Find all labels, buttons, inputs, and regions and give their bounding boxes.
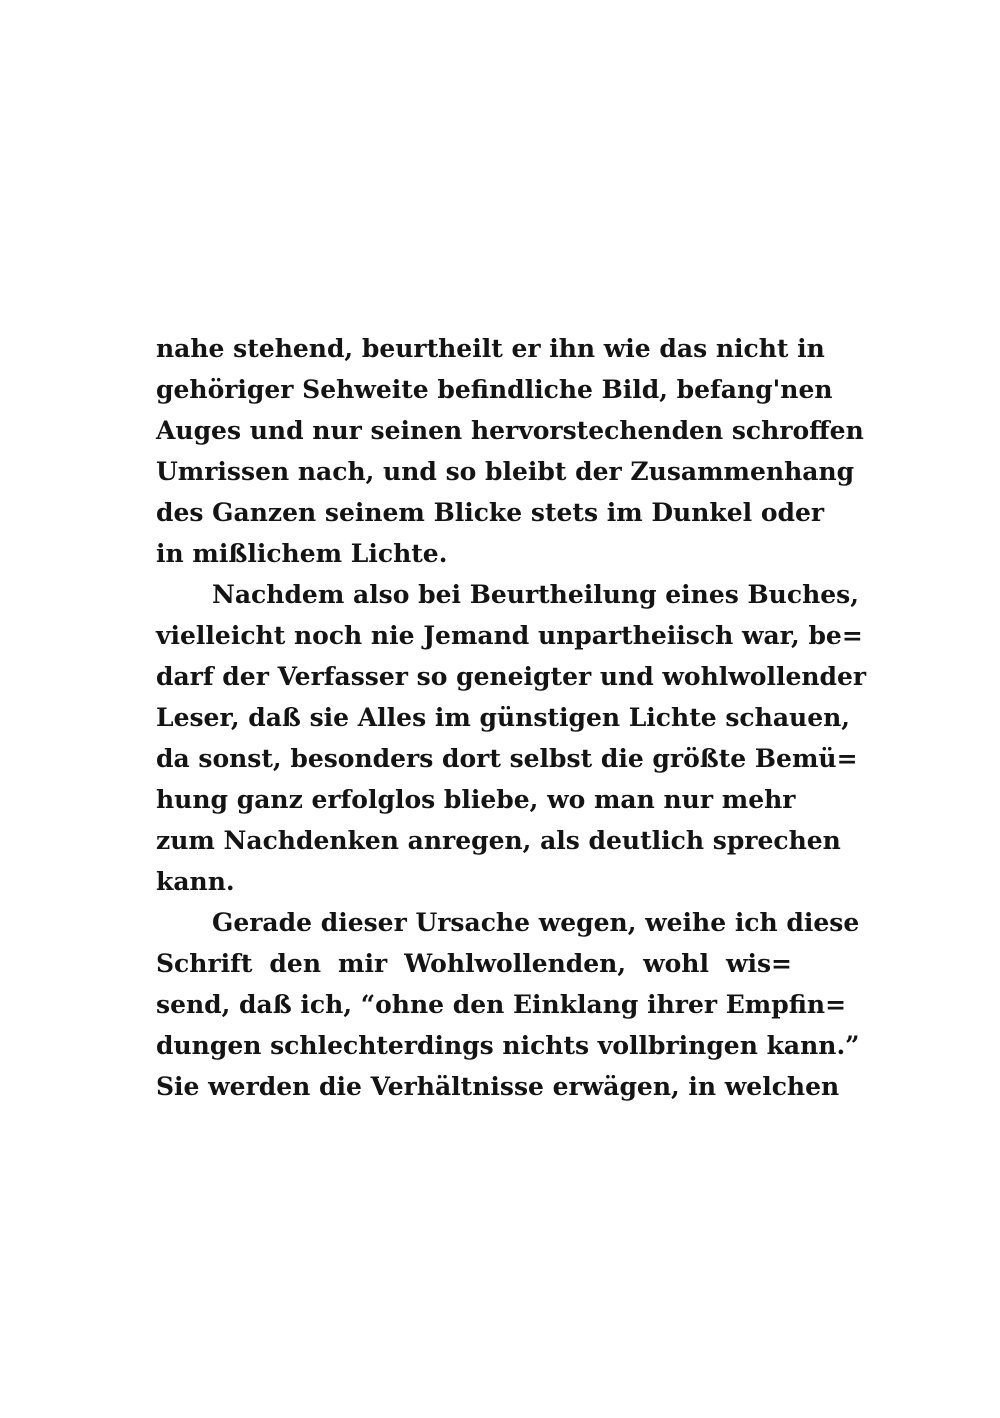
text-line: kann. xyxy=(156,867,235,896)
text-line: hung ganz erfolglos bliebe, wo man nur mehr xyxy=(156,785,796,814)
text-line: zum Nachdenken anregen, als deutlich sprechen xyxy=(156,826,841,855)
text-line: Leser, daß sie Alles im günstigen Lichte schauen, xyxy=(156,703,850,732)
text-line: nahe stehend, beurtheilt er ihn wie das nicht in xyxy=(156,334,825,363)
text-line: Auges und nur seinen hervorstechenden schroffen xyxy=(156,416,864,445)
text-line: vielleicht noch nie Jemand unpartheiisch war, be= xyxy=(156,621,863,650)
body-text xyxy=(156,328,867,1107)
text-line: da sonst, besonders dort selbst die größte Bemü= xyxy=(156,744,858,773)
text-line: Schrift den mir Wohlwollenden, wohl wis= xyxy=(156,949,792,978)
text-line: Nachdem also bei Beurtheilung eines Buches, xyxy=(212,580,859,609)
text-line: send, daß ich, “ohne den Einklang ihrer Empfin= xyxy=(156,990,847,1019)
text-line: Gerade dieser Ursache wegen, weihe ich diese xyxy=(212,908,860,937)
text-line: des Ganzen seinem Blicke stets im Dunkel oder xyxy=(156,498,825,527)
text-line: dungen schlechterdings nichts vollbringen kann.” xyxy=(156,1031,860,1060)
text-line: in mißlichem Lichte. xyxy=(156,539,448,568)
text-line: Umrissen nach, und so bleibt der Zusammenhang xyxy=(156,457,855,486)
text-line: Sie werden die Verhältnisse erwägen, in welchen xyxy=(156,1072,840,1101)
text-line: gehöriger Sehweite befindliche Bild, befang'nen xyxy=(156,375,833,404)
text-line: darf der Verfasser so geneigter und wohlwollender xyxy=(156,662,867,691)
